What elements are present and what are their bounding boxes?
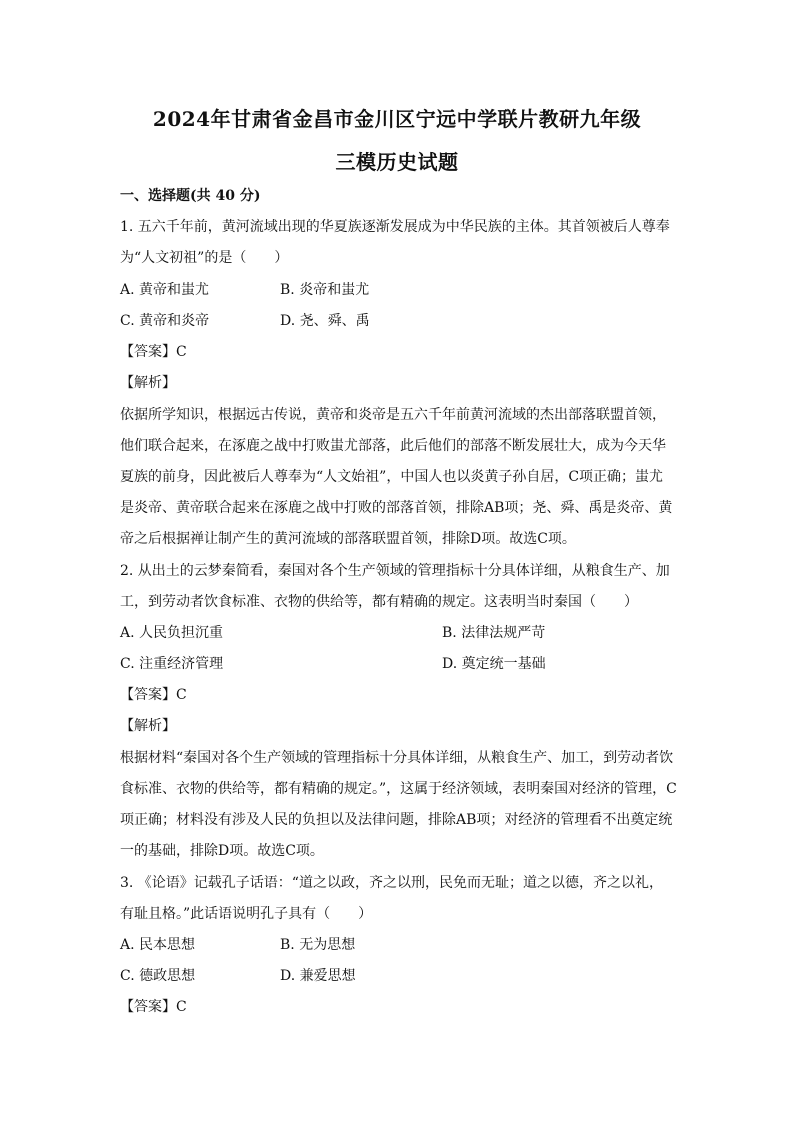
- q2-option-d: D. 奠定统一基础: [442, 656, 546, 672]
- q3-stem-line1: 3. 《论语》记载孔子话语：“道之以政，齐之以刑，民免而无耻；道之以德，齐之以礼，: [120, 875, 663, 891]
- q3-stem-line2: 有耻且格。”此话语说明孔子具有（ ）: [120, 906, 373, 922]
- q2-options-row2: [120, 654, 680, 674]
- q2-analysis-label: 【解析】: [120, 718, 176, 734]
- q3-answer-value: C: [176, 999, 187, 1015]
- q3-answer: [120, 997, 680, 1017]
- q1-options-row2: [120, 311, 680, 331]
- q3-option-b: B. 无为思想: [280, 937, 356, 953]
- q2-option-b: B. 法律法规严苛: [442, 625, 546, 641]
- q1-option-d: D. 尧、舜、禹: [280, 313, 370, 329]
- q2-analysis-line1: 根据材料“秦国对各个生产领域的管理指标十分具体详细，从粮食生产、加工，到劳动者饮: [120, 750, 674, 766]
- q2-answer-value: C: [176, 687, 187, 703]
- exam-title-line2: 三模历史试题: [335, 150, 459, 174]
- q1-analysis-label: 【解析】: [120, 375, 176, 391]
- q2-answer: [120, 685, 680, 705]
- q3-option-a: A. 民本思想: [120, 937, 196, 953]
- q1-analysis-line3: 夏族的前身，因此被后人尊奉为“人文始祖”，中国人也以炎黄子孙自居，C项正确；蚩尤: [120, 469, 664, 485]
- q1-stem-line1: 1. 五六千年前，黄河流域出现的华夏族逐渐发展成为中华民族的主体。其首领被后人尊奉: [120, 219, 670, 235]
- q1-analysis-line4: 是炎帝、黄帝联合起来在涿鹿之战中打败的部落首领，排除AB项；尧、舜、禹是炎帝、黄: [120, 500, 673, 516]
- q2-analysis-line3: 项正确；材料没有涉及人民的负担以及法律问题，排除AB项；对经济的管理看不出奠定统: [120, 812, 673, 828]
- q1-answer: [120, 342, 680, 362]
- section-heading: 一、选择题(共 40 分): [120, 188, 261, 204]
- q1-answer-value: C: [176, 344, 187, 360]
- q1-option-c: C. 黄帝和炎帝: [120, 313, 210, 329]
- q1-analysis-line5: 帝之后根据禅让制产生的黄河流域的部落联盟首领，排除D项。故选C项。: [120, 531, 576, 547]
- q3-options-row2: [120, 966, 680, 986]
- answer-label: 【答案】: [120, 344, 176, 360]
- q2-option-a: A. 人民负担沉重: [120, 625, 224, 641]
- q2-stem-line2: 工，到劳动者饮食标准、衣物的供给等，都有精确的规定。这表明当时秦国（ ）: [120, 594, 638, 610]
- q1-options-row1: [120, 280, 680, 300]
- q3-options-row1: [120, 935, 680, 955]
- q3-option-c: C. 德政思想: [120, 968, 196, 984]
- q1-option-a: A. 黄帝和蚩尤: [120, 282, 210, 298]
- q2-stem-line1: 2. 从出土的云梦秦简看，秦国对各个生产领域的管理指标十分具体详细，从粮食生产、加: [120, 563, 670, 579]
- answer-label: 【答案】: [120, 687, 176, 703]
- q2-option-c: C. 注重经济管理: [120, 656, 224, 672]
- q2-analysis-line4: 一的基础，排除D项。故选C项。: [120, 843, 324, 859]
- q1-analysis-line2: 他们联合起来，在涿鹿之战中打败蚩尤部落，此后他们的部落不断发展壮大，成为今天华: [120, 438, 666, 454]
- answer-label: 【答案】: [120, 999, 176, 1015]
- q2-options-row1: [120, 623, 680, 643]
- q1-option-b: B. 炎帝和蚩尤: [280, 282, 370, 298]
- q2-analysis-line2: 食标准、衣物的供给等，都有精确的规定。”，这属于经济领域，表明秦国对经济的管理，C: [120, 781, 677, 797]
- exam-title-line1: 2024年甘肃省金昌市金川区宁远中学联片教研九年级: [152, 107, 642, 131]
- q1-stem-line2: 为“人文初祖”的是（ ）: [120, 250, 289, 266]
- q1-analysis-line1: 依据所学知识，根据远古传说，黄帝和炎帝是五六千年前黄河流域的杰出部落联盟首领，: [120, 407, 666, 423]
- q3-option-d: D. 兼爱思想: [280, 968, 356, 984]
